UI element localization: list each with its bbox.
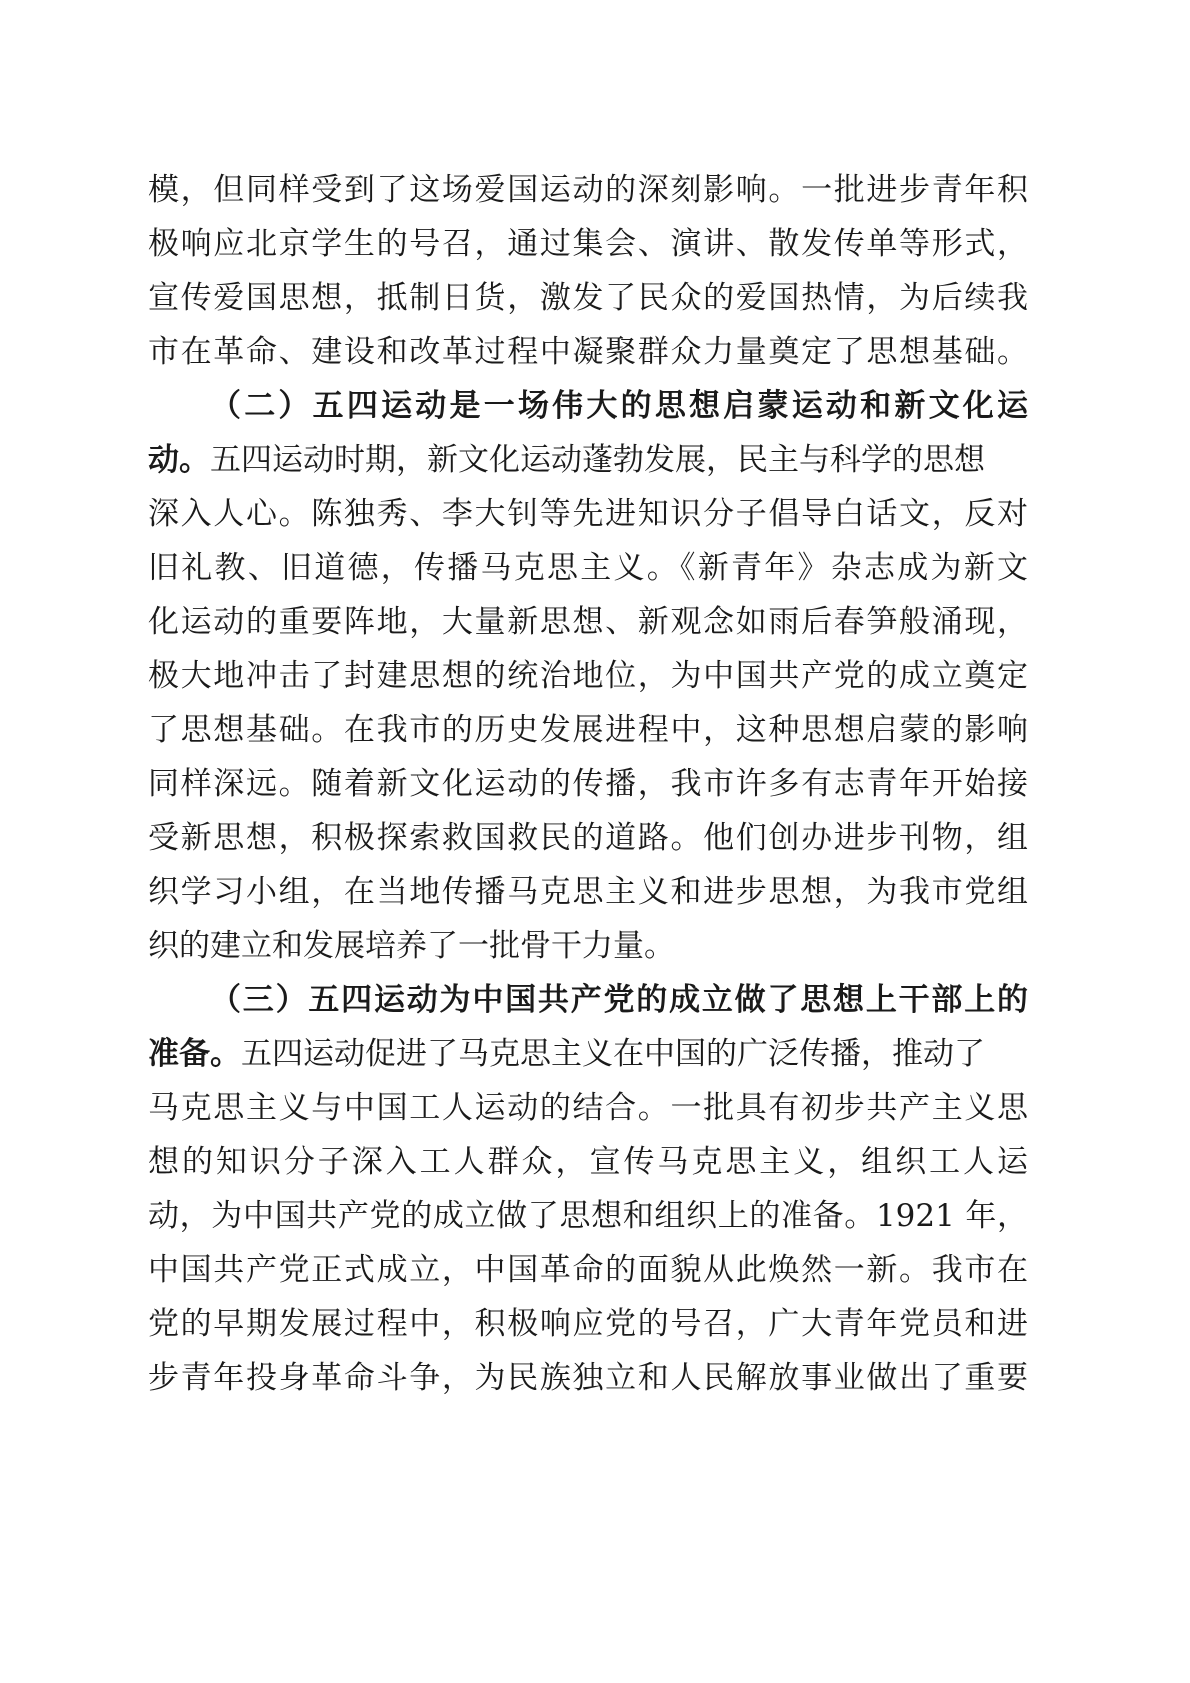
- paragraph-line: 织的建立和发展培养了一批骨干力量。: [148, 928, 675, 964]
- paragraph-line: 极响应北京学生的号召，通过集会、演讲、散发传单等形式，: [148, 226, 1028, 262]
- paragraph-line: 市在革命、建设和改革过程中凝聚群众力量奠定了思想基础。: [148, 334, 1028, 370]
- paragraph-line: 党的早期发展过程中，积极响应党的号召，广大青年党员和进: [148, 1306, 1028, 1342]
- section-heading-3: （三）五四运动为中国共产党的成立做了思想上干部上的: [210, 982, 1028, 1018]
- paragraph-text: 五四运动时期，新文化运动蓬勃发展，民主与科学的思想: [210, 442, 985, 478]
- section-heading-2: （二）五四运动是一场伟大的思想启蒙运动和新文化运: [210, 388, 1028, 424]
- paragraph-line: 旧礼教、旧道德，传播马克思主义。《新青年》杂志成为新文: [148, 550, 1028, 586]
- paragraph-line: 步青年投身革命斗争，为民族独立和人民解放事业做出了重要: [148, 1360, 1028, 1396]
- paragraph-line: 中国共产党正式成立，中国革命的面貌从此焕然一新。我市在: [148, 1252, 1028, 1288]
- paragraph-line: 马克思主义与中国工人运动的结合。一批具有初步共产主义思: [148, 1090, 1028, 1126]
- section-heading-3-end: 准备。: [148, 1036, 241, 1072]
- paragraph-line: 受新思想，积极探索救国救民的道路。他们创办进步刊物，组: [148, 820, 1028, 856]
- paragraph-line: 动，为中国共产党的成立做了思想和组织上的准备。1921 年，: [148, 1198, 1028, 1234]
- paragraph-text: 五四运动促进了马克思主义在中国的广泛传播，推动了: [241, 1036, 985, 1072]
- paragraph-line: 了思想基础。在我市的历史发展进程中，这种思想启蒙的影响: [148, 712, 1028, 748]
- paragraph-line: 极大地冲击了封建思想的统治地位，为中国共产党的成立奠定: [148, 658, 1028, 694]
- paragraph-line: 模，但同样受到了这场爱国运动的深刻影响。一批进步青年积: [148, 172, 1028, 208]
- paragraph-line: 想的知识分子深入工人群众，宣传马克思主义，组织工人运: [148, 1144, 1028, 1180]
- paragraph-line: [148, 1027, 1028, 1081]
- section-heading-2-end: 动。: [148, 442, 210, 478]
- paragraph-line: 同样深远。随着新文化运动的传播，我市许多有志青年开始接: [148, 766, 1028, 802]
- paragraph-line: 织学习小组，在当地传播马克思主义和进步思想，为我市党组: [148, 874, 1028, 910]
- paragraph-line: 宣传爱国思想，抵制日货，激发了民众的爱国热情，为后续我: [148, 280, 1028, 316]
- paragraph-line: 化运动的重要阵地，大量新思想、新观念如雨后春笋般涌现，: [148, 604, 1028, 640]
- paragraph-line: 深入人心。陈独秀、李大钊等先进知识分子倡导白话文，反对: [148, 496, 1028, 532]
- paragraph-line: [148, 433, 1028, 487]
